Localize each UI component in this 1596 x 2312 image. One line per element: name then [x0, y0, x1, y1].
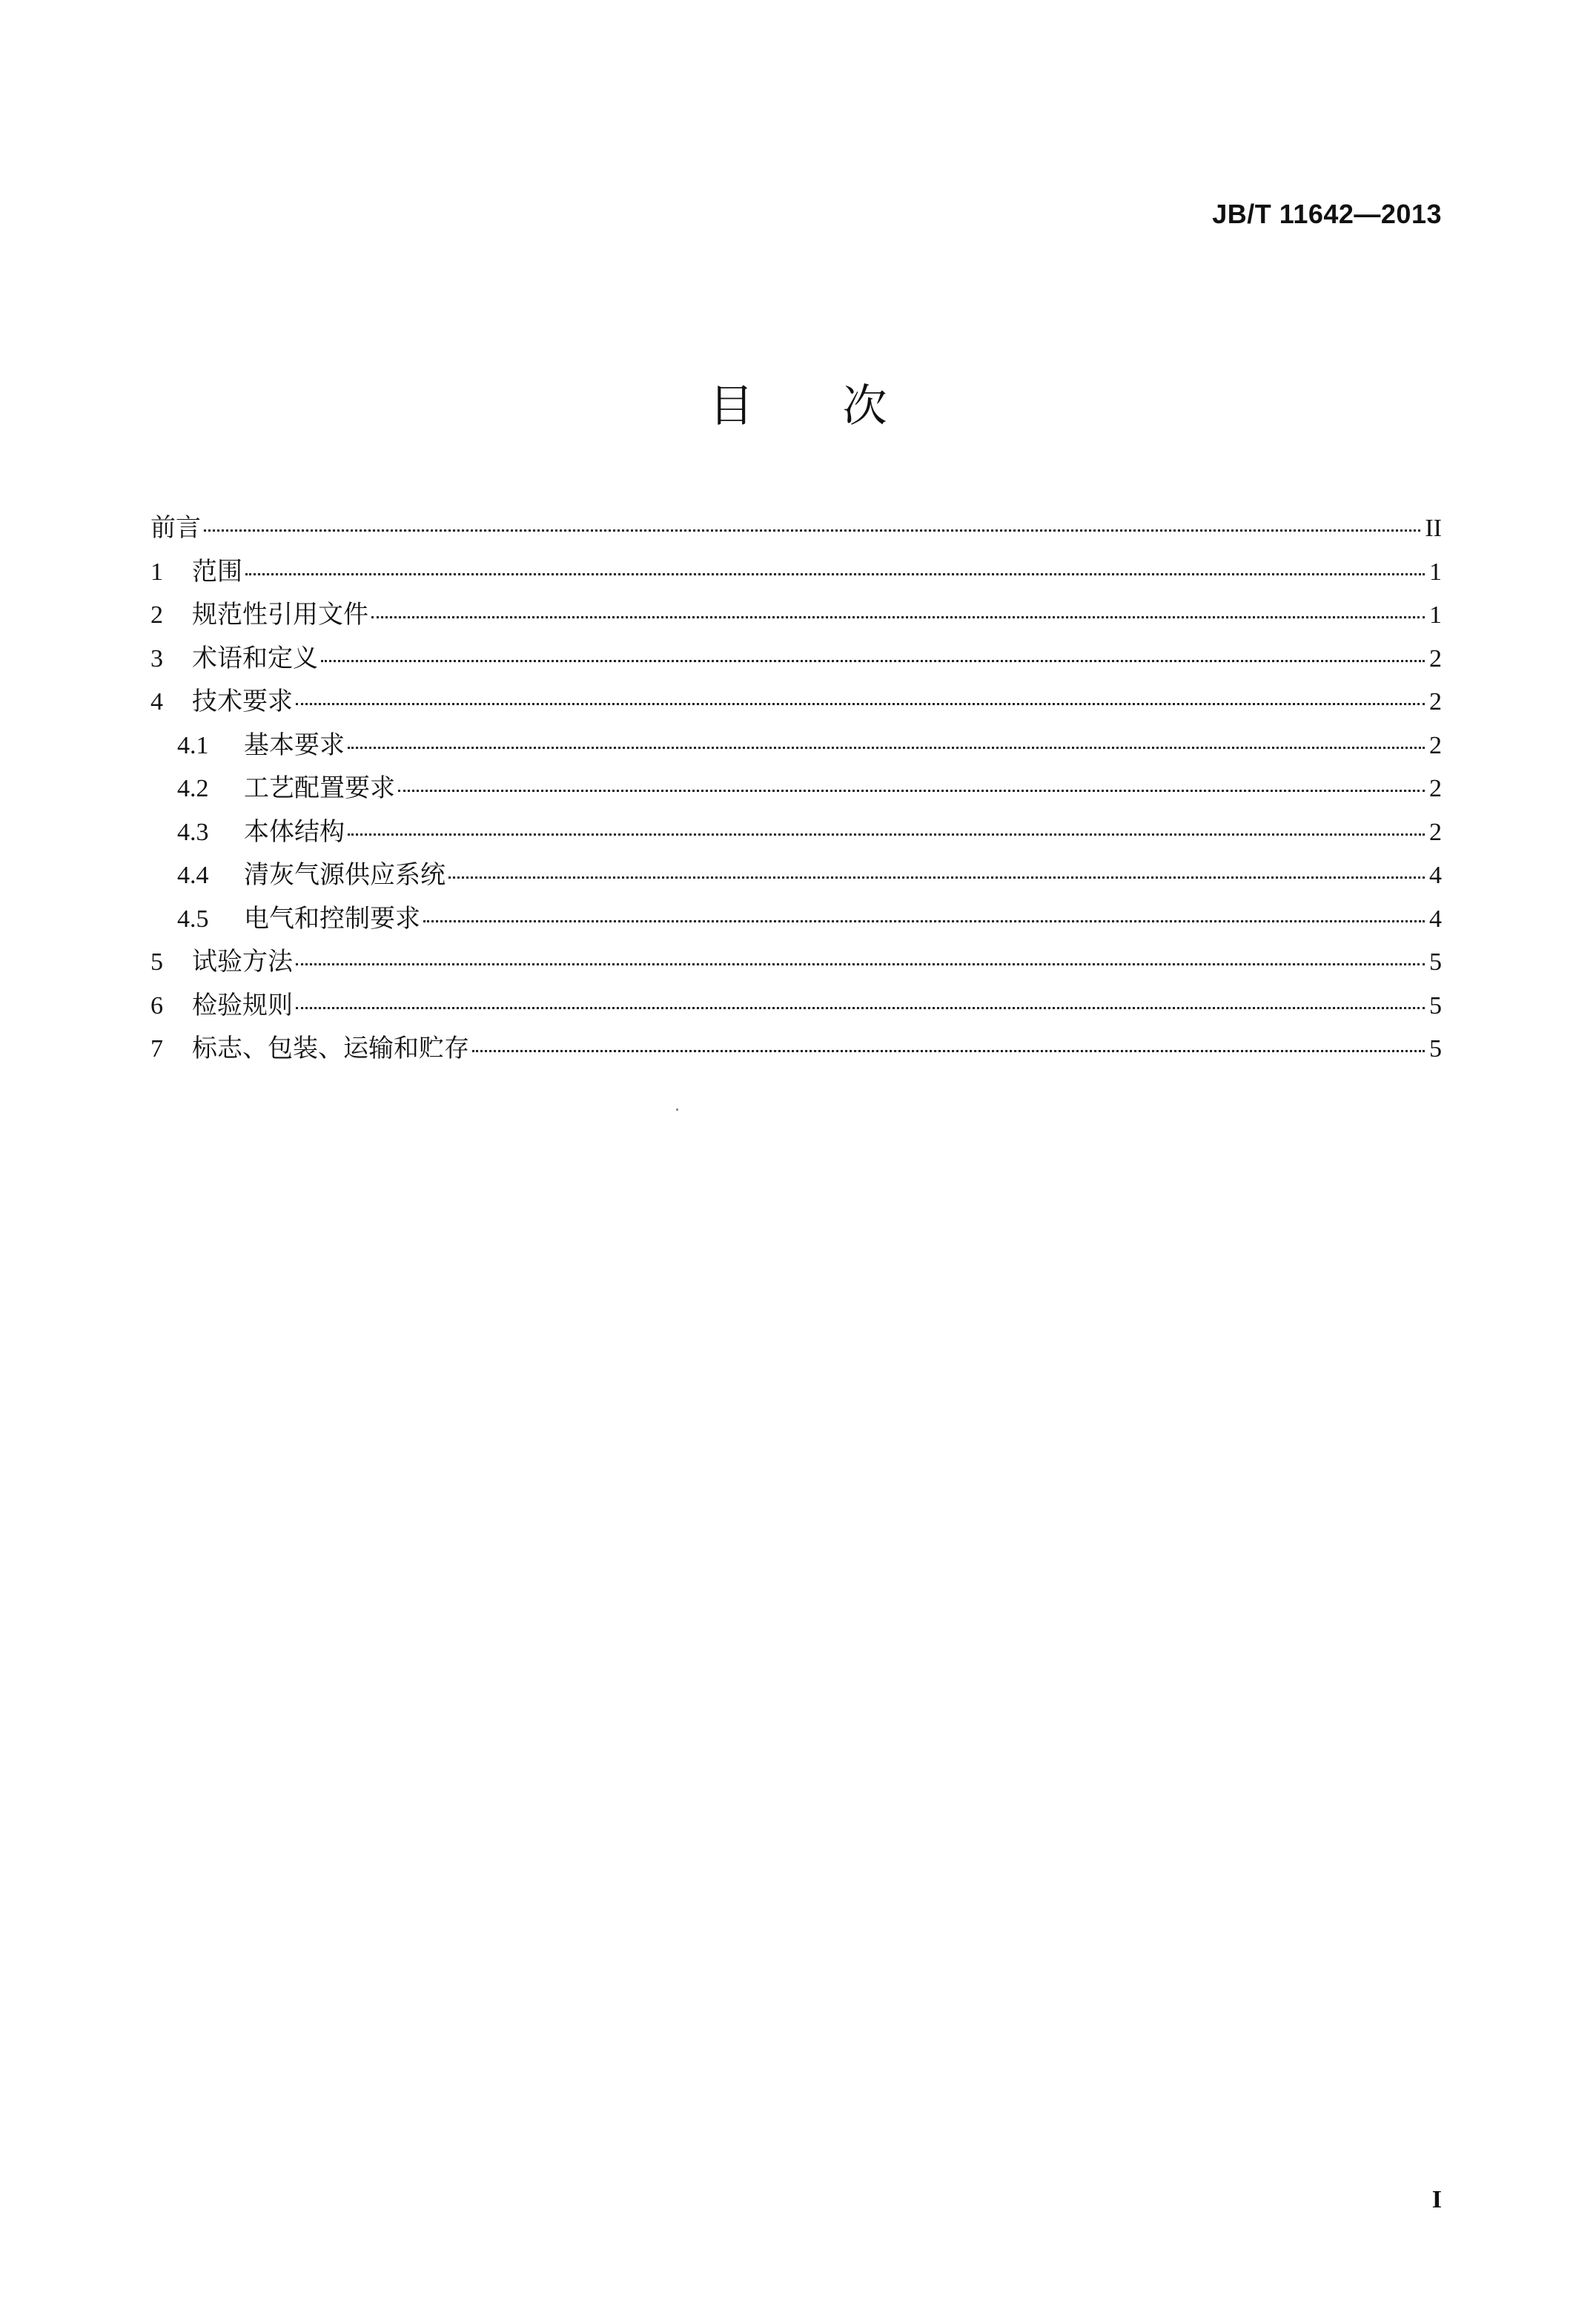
toc-entry-number: 6: [150, 991, 163, 1020]
toc-entry-page: 5: [1429, 1035, 1442, 1063]
dot-leader: [472, 1049, 1425, 1052]
toc-entry-label: 电气和控制要求: [244, 903, 420, 934]
toc-entry-page: 2: [1429, 818, 1442, 846]
dot-leader: [204, 529, 1420, 532]
toc-entry-label: 规范性引用文件: [192, 600, 368, 630]
toc-entry-label: 检验规则: [192, 990, 293, 1020]
page-title: 目 次: [709, 380, 887, 432]
toc-entry-label: 工艺配置要求: [244, 773, 395, 803]
dot-leader: [348, 833, 1425, 836]
table-of-contents: [150, 506, 1442, 1071]
standard-code: JB/T 11642—2013: [1212, 199, 1442, 229]
toc-entry-page: 2: [1429, 731, 1442, 759]
toc-entry-page: 1: [1429, 601, 1442, 629]
toc-entry-page: 4: [1429, 905, 1442, 933]
toc-entry-page: 2: [1429, 775, 1442, 802]
toc-entry-foreword[interactable]: [150, 506, 1442, 550]
toc-entry-page: 2: [1429, 644, 1442, 673]
toc-entry-5[interactable]: [150, 940, 1442, 984]
page-number: I: [1431, 2186, 1442, 2213]
toc-entry-6[interactable]: [150, 984, 1442, 1028]
toc-entry-label: 前言: [150, 513, 201, 543]
toc-entry-4-3[interactable]: [150, 810, 1442, 854]
dot-leader: [296, 962, 1425, 965]
toc-entry-number: 4.1: [177, 731, 209, 759]
toc-entry-2[interactable]: [150, 593, 1442, 637]
dot-leader: [348, 746, 1425, 749]
toc-entry-3[interactable]: [150, 637, 1442, 681]
toc-entry-number: 1: [150, 558, 163, 586]
toc-entry-label: 本体结构: [244, 816, 345, 847]
toc-entry-number: 4.2: [177, 775, 209, 802]
dot-leader: [296, 1006, 1425, 1009]
toc-entry-number: 4: [150, 688, 163, 716]
toc-entry-4-5[interactable]: [150, 897, 1442, 941]
toc-entry-page: 2: [1429, 688, 1442, 716]
toc-entry-page: II: [1425, 515, 1442, 542]
toc-entry-1[interactable]: [150, 550, 1442, 594]
toc-entry-label: 清灰气源供应系统: [244, 860, 446, 890]
dot-leader: [398, 789, 1425, 792]
toc-entry-label: 术语和定义: [192, 643, 318, 673]
toc-entry-number: 4.4: [177, 862, 209, 889]
toc-entry-4-4[interactable]: [150, 853, 1442, 897]
toc-entry-number: 2: [150, 601, 163, 629]
toc-entry-number: 4.5: [177, 905, 209, 933]
toc-entry-number: 3: [150, 644, 163, 673]
toc-entry-label: 基本要求: [244, 730, 345, 760]
toc-entry-number: 5: [150, 948, 163, 976]
dot-leader: [448, 876, 1425, 879]
dot-leader: [296, 702, 1425, 705]
toc-entry-number: 7: [150, 1035, 163, 1063]
toc-entry-label: 范围: [192, 556, 242, 587]
toc-entry-label: 标志、包装、运输和贮存: [192, 1034, 469, 1063]
toc-entry-label: 技术要求: [192, 687, 293, 716]
toc-entry-4-1[interactable]: [150, 724, 1442, 767]
dot-leader: [423, 919, 1425, 922]
toc-entry-page: 4: [1429, 862, 1442, 889]
toc-entry-4-2[interactable]: [150, 767, 1442, 810]
toc-entry-7[interactable]: [150, 1027, 1442, 1071]
dot-leader: [321, 659, 1425, 662]
scan-speck: [676, 1109, 678, 1111]
dot-leader: [371, 615, 1425, 618]
toc-entry-label: 试验方法: [192, 947, 293, 977]
toc-entry-number: 4.3: [177, 818, 209, 846]
toc-entry-4[interactable]: [150, 680, 1442, 724]
toc-entry-page: 5: [1429, 948, 1442, 976]
toc-entry-page: 5: [1429, 991, 1442, 1020]
toc-entry-page: 1: [1429, 558, 1442, 586]
dot-leader: [245, 572, 1425, 575]
